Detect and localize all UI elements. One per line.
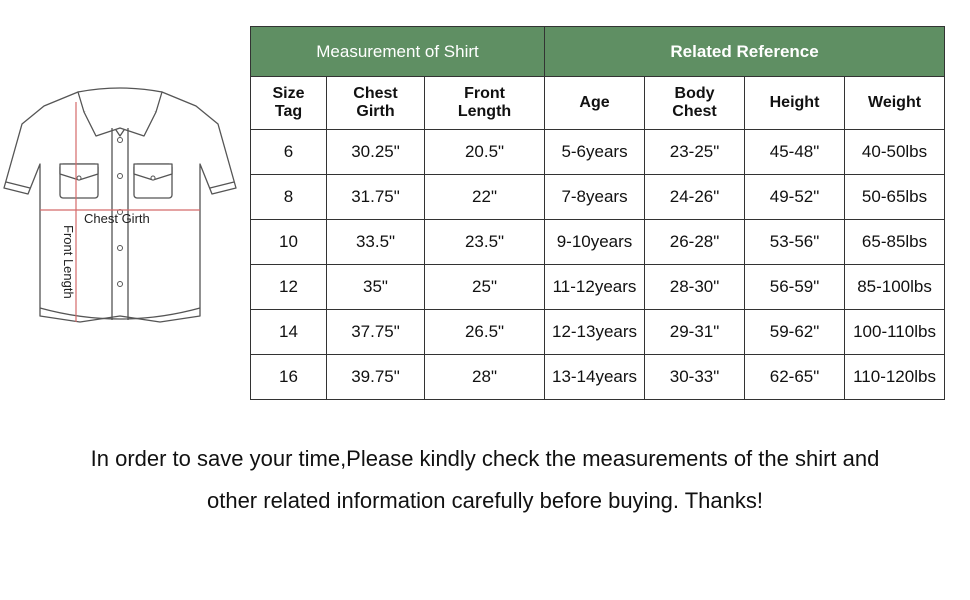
table-row — [251, 175, 945, 220]
cell-age: 9-10years — [545, 220, 645, 265]
cell-size: 16 — [251, 355, 327, 400]
col-header-body-chest: Body Chest — [645, 77, 745, 130]
table-row — [251, 355, 945, 400]
header-measurement-of-shirt: Measurement of Shirt — [251, 27, 545, 77]
cell-front-length: 25" — [425, 265, 545, 310]
front-length-label: Front Length — [61, 225, 76, 299]
cell-body-chest: 23-25" — [645, 130, 745, 175]
cell-age: 13-14years — [545, 355, 645, 400]
cell-front-length: 23.5" — [425, 220, 545, 265]
cell-body-chest: 26-28" — [645, 220, 745, 265]
cell-age: 11-12years — [545, 265, 645, 310]
cell-weight: 100-110lbs — [845, 310, 945, 355]
cell-chest-girth: 35" — [327, 265, 425, 310]
cell-body-chest: 24-26" — [645, 175, 745, 220]
table-row — [251, 310, 945, 355]
cell-weight: 50-65lbs — [845, 175, 945, 220]
size-chart-table — [250, 26, 945, 400]
cell-chest-girth: 39.75" — [327, 355, 425, 400]
cell-age: 12-13years — [545, 310, 645, 355]
table-row — [251, 130, 945, 175]
cell-height: 45-48" — [745, 130, 845, 175]
cell-body-chest: 30-33" — [645, 355, 745, 400]
cell-height: 49-52" — [745, 175, 845, 220]
cell-chest-girth: 33.5" — [327, 220, 425, 265]
cell-body-chest: 29-31" — [645, 310, 745, 355]
cell-chest-girth: 37.75" — [327, 310, 425, 355]
table-row — [251, 220, 945, 265]
cell-size: 14 — [251, 310, 327, 355]
cell-height: 56-59" — [745, 265, 845, 310]
cell-weight: 65-85lbs — [845, 220, 945, 265]
cell-size: 12 — [251, 265, 327, 310]
note-text-line-2: other related information carefully before buying. Thanks! — [206, 488, 763, 513]
shirt-diagram-icon — [0, 84, 240, 324]
table-row — [251, 265, 945, 310]
cell-body-chest: 28-30" — [645, 265, 745, 310]
cell-front-length: 20.5" — [425, 130, 545, 175]
cell-weight: 40-50lbs — [845, 130, 945, 175]
column-header-row — [251, 77, 945, 130]
col-header-front-length: Front Length — [425, 77, 545, 130]
cell-front-length: 28" — [425, 355, 545, 400]
header-related-reference: Related Reference — [545, 27, 945, 77]
cell-front-length: 22" — [425, 175, 545, 220]
col-header-weight: Weight — [845, 77, 945, 130]
cell-height: 62-65" — [745, 355, 845, 400]
cell-weight: 85-100lbs — [845, 265, 945, 310]
cell-size: 8 — [251, 175, 327, 220]
col-header-size-tag: Size Tag — [251, 77, 327, 130]
col-header-chest-girth: Chest Girth — [327, 77, 425, 130]
cell-size: 10 — [251, 220, 327, 265]
note-text-line-1: In order to save your time,Please kindly check the measurements of the shirt and — [90, 446, 880, 471]
cell-size: 6 — [251, 130, 327, 175]
cell-weight: 110-120lbs — [845, 355, 945, 400]
col-header-age: Age — [545, 77, 645, 130]
cell-chest-girth: 30.25" — [327, 130, 425, 175]
cell-height: 53-56" — [745, 220, 845, 265]
cell-front-length: 26.5" — [425, 310, 545, 355]
chest-girth-label: Chest Girth — [84, 211, 150, 226]
cell-chest-girth: 31.75" — [327, 175, 425, 220]
col-header-height: Height — [745, 77, 845, 130]
cell-age: 5-6years — [545, 130, 645, 175]
cell-height: 59-62" — [745, 310, 845, 355]
cell-age: 7-8years — [545, 175, 645, 220]
